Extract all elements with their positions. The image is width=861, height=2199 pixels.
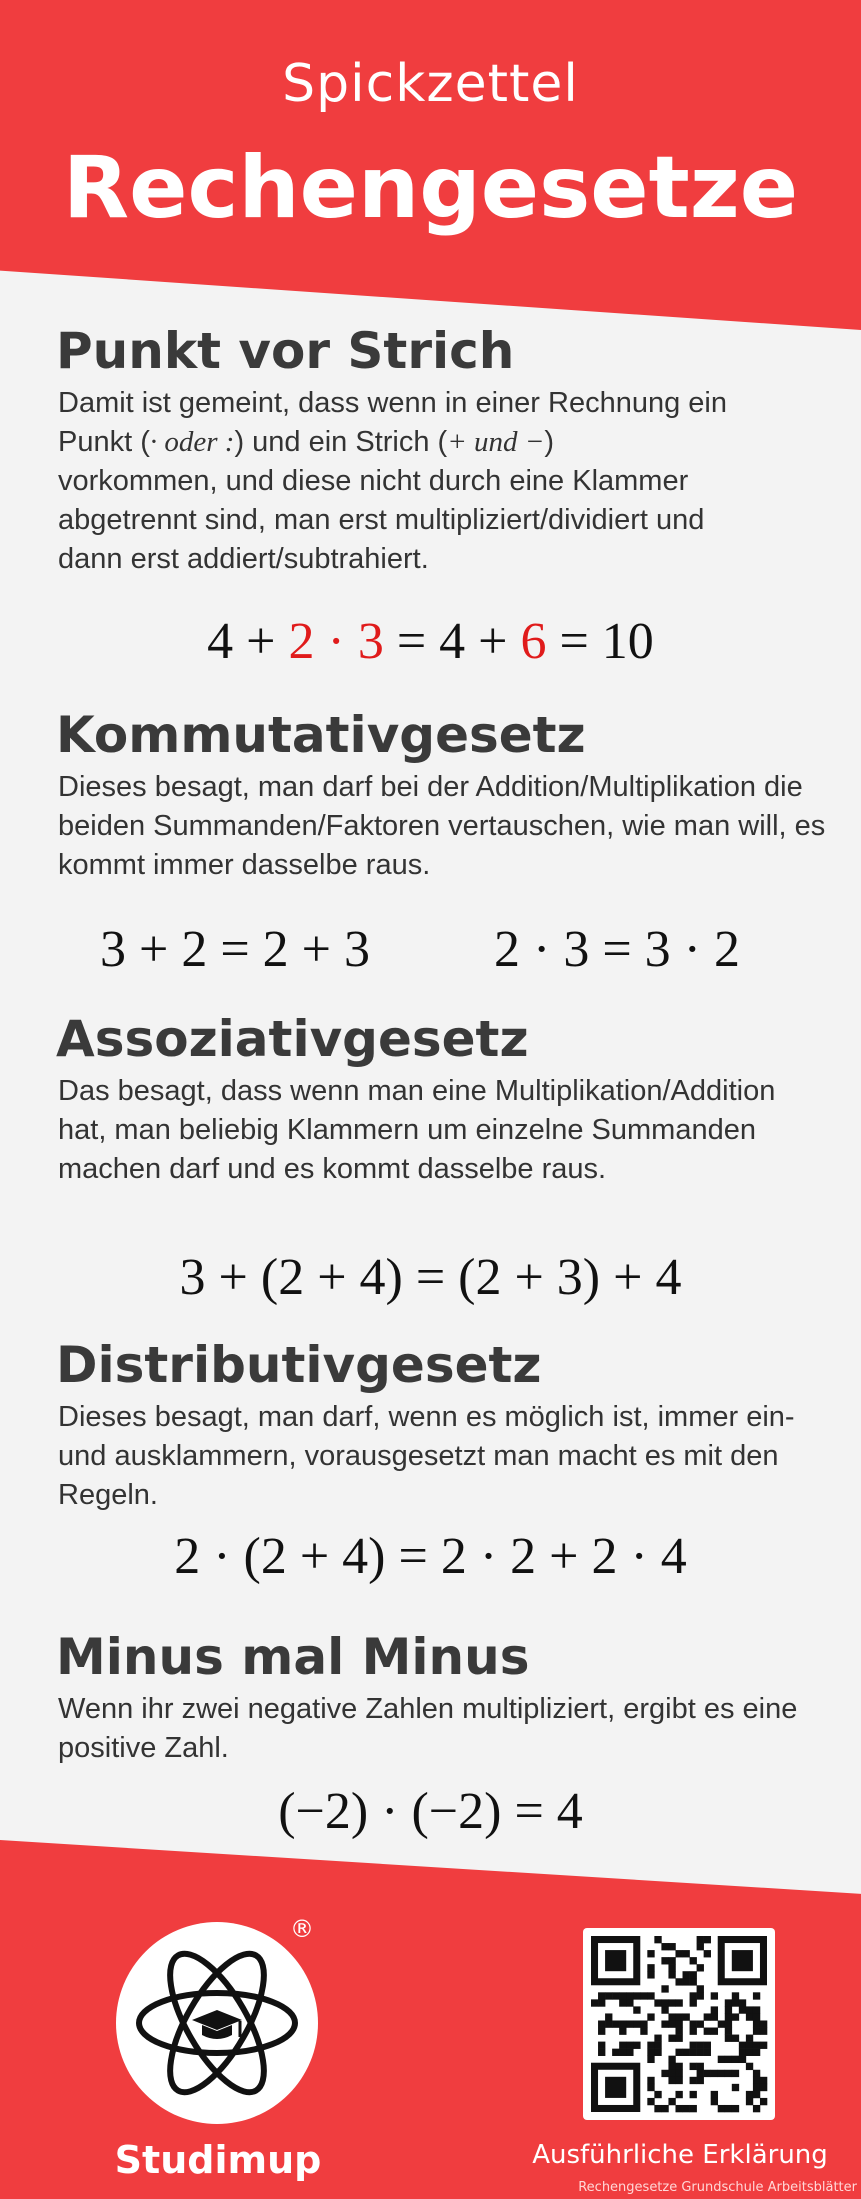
qr-module [654, 2042, 661, 2049]
qr-module [654, 2091, 661, 2098]
qr-module [619, 2020, 626, 2027]
qr-module [732, 2035, 739, 2042]
text-line: vorkommen, und diese nicht durch eine Klammer [58, 465, 689, 497]
qr-module [661, 2006, 668, 2013]
qr-module [675, 1978, 682, 1985]
qr-module [612, 2020, 619, 2027]
formula-minus-mal-minus: (−2) · (−2) = 4 [278, 1783, 583, 1840]
qr-module [626, 2020, 633, 2027]
qr-module [633, 1992, 640, 1999]
section-heading: Distributivgesetz [56, 1336, 542, 1394]
section-heading: Kommutativgesetz [56, 706, 586, 764]
qr-module [725, 2006, 732, 2013]
qr-module [690, 2049, 697, 2056]
qr-module [675, 2091, 682, 2098]
qr-module [697, 2077, 704, 2084]
qr-module [718, 2105, 725, 2112]
qr-module [732, 2013, 739, 2020]
qr-module [711, 1992, 718, 1999]
qr-module [640, 1992, 647, 1999]
qr-module [746, 2098, 753, 2105]
qr-module [760, 2020, 767, 2027]
qr-module [626, 1999, 633, 2006]
qr-module [690, 2020, 697, 2027]
qr-module [697, 1936, 704, 1943]
qr-module [732, 1999, 739, 2006]
qr-module [654, 2035, 661, 2042]
qr-module [633, 2006, 640, 2013]
qr-module [753, 2006, 760, 2013]
qr-module [690, 1957, 697, 1964]
qr-module [711, 2091, 718, 2098]
qr-module [668, 1943, 675, 1950]
brand-name: Studimup [114, 2138, 322, 2182]
qr-module [683, 1978, 690, 1985]
qr-module [718, 2020, 725, 2027]
qr-code-icon [583, 1928, 775, 2120]
qr-module [654, 2049, 661, 2056]
qr-module [746, 2063, 753, 2070]
qr-module [668, 1957, 675, 1964]
qr-module [598, 2028, 605, 2035]
qr-module [675, 1999, 682, 2006]
qr-module [746, 2091, 753, 2098]
qr-module [697, 1985, 704, 1992]
qr-module [683, 1950, 690, 1957]
qr-module [690, 2028, 697, 2035]
qr-module [760, 2098, 767, 2105]
qr-module [661, 2020, 668, 2027]
qr-module [647, 1950, 654, 1957]
qr-module [690, 2063, 697, 2070]
formula-distributivgesetz: 2 · (2 + 4) = 2 · 2 + 2 · 4 [174, 1528, 687, 1585]
qr-module [739, 1999, 746, 2006]
qr-module [675, 2013, 682, 2020]
section-kommutativgesetz [56, 706, 856, 885]
qr-module [598, 2049, 605, 2056]
qr-module [697, 2020, 704, 2027]
section-distributivgesetz [56, 1336, 856, 1515]
qr-module [746, 2042, 753, 2049]
qr-module [725, 2028, 732, 2035]
qr-module [675, 2077, 682, 2084]
formula-punkt-vor-strich [0, 612, 861, 671]
qr-module [704, 1936, 711, 1943]
qr-module [725, 2013, 732, 2020]
qr-module [732, 1992, 739, 1999]
qr-module [612, 1992, 619, 1999]
qr-module [753, 2042, 760, 2049]
text-line: dann erst addiert/subtrahiert. [58, 543, 429, 575]
registered-mark: ® [290, 1915, 314, 1943]
qr-module [739, 2006, 746, 2013]
qr-module [725, 1999, 732, 2006]
section-text [58, 384, 856, 579]
qr-module [732, 2056, 739, 2063]
section-heading: Punkt vor Strich [56, 322, 515, 380]
qr-module [640, 2028, 647, 2035]
math-inline: · oder : [149, 426, 235, 458]
qr-module [598, 1992, 605, 1999]
text-line-part: ) [544, 426, 555, 458]
qr-module [605, 2013, 612, 2020]
qr-caption: Ausführliche Erklärung [532, 2140, 828, 2170]
qr-module [647, 2049, 654, 2056]
section-minus-mal-minus [56, 1628, 856, 1768]
qr-module [661, 2070, 668, 2077]
qr-module [661, 1999, 668, 2006]
qr-module [725, 2056, 732, 2063]
qr-module [612, 2049, 619, 2056]
qr-module [732, 2070, 739, 2077]
qr-module [753, 2049, 760, 2056]
header-title: Rechengesetze [62, 138, 799, 238]
qr-module [598, 2042, 605, 2049]
text-line-part: ) und ein Strich ( [234, 426, 448, 458]
qr-module [619, 2028, 626, 2035]
qr-module [626, 2049, 633, 2056]
qr-module [654, 1999, 661, 2006]
qr-module [654, 1936, 661, 1943]
qr-module [697, 2049, 704, 2056]
qr-module [647, 2098, 654, 2105]
qr-module [746, 2006, 753, 2013]
qr-module [746, 2013, 753, 2020]
qr-module [668, 1999, 675, 2006]
qr-module [697, 2063, 704, 2070]
qr-module [704, 2028, 711, 2035]
qr-module [598, 2020, 605, 2027]
qr-module [683, 1971, 690, 1978]
qr-module [626, 2042, 633, 2049]
qr-module [711, 2028, 718, 2035]
qr-module [683, 2049, 690, 2056]
qr-module [647, 2077, 654, 2084]
qr-module [704, 1950, 711, 1957]
qr-module [753, 2013, 760, 2020]
formula-multiplication: 2 · 3 = 3 · 2 [494, 921, 740, 978]
qr-module [647, 2084, 654, 2091]
qr-module [675, 2035, 682, 2042]
qr-module [690, 2091, 697, 2098]
section-text: Das besagt, dass wenn man eine Multiplikation/Addition hat, man beliebig Klammern um einzelne Summanden machen darf und es kommt dasselbe raus. [58, 1075, 776, 1185]
qr-module [753, 1992, 760, 1999]
qr-module [739, 2042, 746, 2049]
qr-module [647, 1971, 654, 1978]
qr-module [760, 2084, 767, 2091]
qr-module [697, 2070, 704, 2077]
qr-module [718, 2056, 725, 2063]
qr-module [697, 2042, 704, 2049]
qr-module [605, 1992, 612, 1999]
qr-module [732, 2084, 739, 2091]
studimup-logo [116, 1922, 318, 2124]
qr-module [697, 1992, 704, 1999]
qr-module [725, 2070, 732, 2077]
qr-module [675, 2049, 682, 2056]
qr-module [690, 2105, 697, 2112]
qr-module [605, 2020, 612, 2027]
qr-module [668, 1964, 675, 1971]
qr-module [697, 1964, 704, 1971]
qr-module [697, 1943, 704, 1950]
qr-module [718, 2070, 725, 2077]
qr-module [633, 2020, 640, 2027]
text-line-part: Punkt ( [58, 426, 150, 458]
section-heading: Minus mal Minus [56, 1628, 530, 1686]
qr-module [675, 2063, 682, 2070]
qr-module [753, 2028, 760, 2035]
text-line: Damit ist gemeint, dass wenn in einer Rechnung ein [58, 387, 727, 419]
qr-module [725, 2105, 732, 2112]
qr-module [668, 2056, 675, 2063]
qr-module [668, 2063, 675, 2070]
qr-module [647, 2042, 654, 2049]
qr-module [760, 2028, 767, 2035]
qr-finder [732, 1950, 753, 1971]
qr-module [661, 1943, 668, 1950]
qr-module [711, 2013, 718, 2020]
qr-module [711, 2098, 718, 2105]
qr-module [598, 1999, 605, 2006]
qr-module [668, 2035, 675, 2042]
qr-finder [605, 2077, 626, 2098]
qr-module [690, 1999, 697, 2006]
qr-module [725, 2020, 732, 2027]
qr-module [704, 2049, 711, 2056]
formula-highlight: 6 [520, 613, 547, 670]
section-assoziativgesetz [56, 1010, 856, 1189]
qr-module [683, 2013, 690, 2020]
qr-module [668, 1971, 675, 1978]
qr-module [661, 1985, 668, 1992]
qr-module [668, 2020, 675, 2027]
formula-part: = 10 [546, 613, 654, 670]
formula-part: = 4 + [383, 613, 521, 670]
qr-module [668, 2070, 675, 2077]
qr-module [661, 2105, 668, 2112]
qr-module [675, 2028, 682, 2035]
qr-module [683, 2105, 690, 2112]
qr-module [675, 1950, 682, 1957]
qr-module [675, 2105, 682, 2112]
qr-module [753, 2091, 760, 2098]
math-inline: + und − [447, 426, 545, 458]
qr-module [690, 1978, 697, 1985]
qr-code-link[interactable] [583, 1928, 775, 2120]
qr-module [640, 2020, 647, 2027]
qr-module [647, 1992, 654, 1999]
qr-module [753, 2105, 760, 2112]
qr-module [619, 1992, 626, 1999]
qr-module [626, 1992, 633, 1999]
qr-module [690, 1992, 697, 1999]
qr-module [668, 2098, 675, 2105]
qr-module [711, 2070, 718, 2077]
qr-module [619, 2042, 626, 2049]
qr-module [753, 2077, 760, 2084]
qr-module [753, 2070, 760, 2077]
qr-module [690, 2042, 697, 2049]
qr-module [661, 1957, 668, 1964]
qr-module [690, 2077, 697, 2084]
qr-module [746, 2035, 753, 2042]
formula-addition: 3 + 2 = 2 + 3 [100, 921, 370, 978]
qr-module [704, 2013, 711, 2020]
atom-graduation-cap-icon [116, 1922, 318, 2124]
section-text: Wenn ihr zwei negative Zahlen multipliziert, ergibt es eine positive Zahl. [58, 1693, 798, 1764]
section-text: Dieses besagt, man darf, wenn es möglich ist, immer ein- und ausklammern, vorausgesetzt man macht es mit den Regeln. [58, 1401, 795, 1511]
qr-finder [605, 1950, 626, 1971]
formula-part: 4 + [207, 613, 289, 670]
qr-module [760, 2077, 767, 2084]
qr-module [753, 2020, 760, 2027]
qr-module [675, 2070, 682, 2077]
footer-note: Rechengesetze Grundschule Arbeitsblätter [578, 2180, 857, 2195]
header-kicker: Spickzettel [282, 54, 579, 114]
qr-module [739, 2056, 746, 2063]
qr-module [753, 2084, 760, 2091]
qr-module [704, 2070, 711, 2077]
formula-highlight: 2 · 3 [288, 613, 384, 670]
qr-module [647, 2013, 654, 2020]
qr-module [675, 2020, 682, 2027]
qr-module [647, 2056, 654, 2063]
qr-module [647, 1964, 654, 1971]
qr-module [732, 2105, 739, 2112]
qr-module [725, 2035, 732, 2042]
qr-module [739, 2049, 746, 2056]
qr-module [654, 2105, 661, 2112]
qr-module [668, 2013, 675, 2020]
qr-module [690, 1971, 697, 1978]
qr-module [619, 2049, 626, 2056]
section-heading: Assoziativgesetz [56, 1010, 529, 1068]
qr-module [711, 2006, 718, 2013]
qr-module [633, 2042, 640, 2049]
qr-module [619, 1999, 626, 2006]
section-punkt-vor-strich [56, 322, 856, 579]
section-text: Dieses besagt, man darf bei der Addition/Multiplikation die beiden Summanden/Faktoren vertauschen, wie man will, es kommt immer dasselbe raus. [58, 771, 826, 881]
text-line: abgetrennt sind, man erst multipliziert/dividiert und [58, 504, 705, 536]
qr-module [668, 2077, 675, 2084]
qr-module [760, 2042, 767, 2049]
qr-module [591, 1999, 598, 2006]
qr-module [704, 2042, 711, 2049]
qr-module [746, 2049, 753, 2056]
formula-assoziativgesetz: 3 + (2 + 4) = (2 + 3) + 4 [179, 1249, 682, 1306]
